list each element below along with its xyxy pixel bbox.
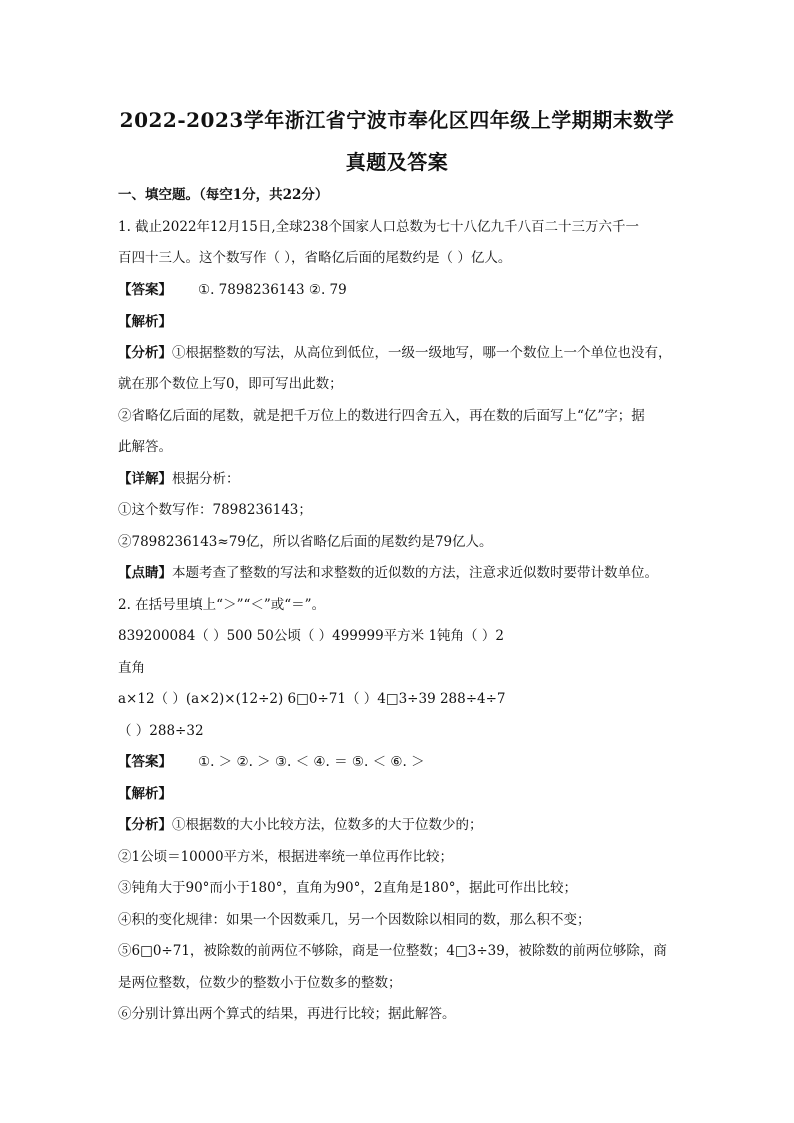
fenxi-text: ①根据数的大小比较方法，位数多的大于位数少的； <box>172 817 483 833</box>
analysis-line <box>118 816 483 834</box>
answer-tag: 【答案】 <box>118 754 172 770</box>
analysis-line <box>118 344 672 362</box>
analysis-line: ②省略亿后面的尾数，就是把千万位上的数进行四舍五入，再在数的后面写上“亿”字；据 <box>118 408 645 424</box>
fenxi-text: ①根据整数的写法，从高位到低位，一级一级地写，哪一个数位上一个单位也没有， <box>172 345 672 361</box>
comment-text: 本题考查了整数的写法和求整数的近似数的方法，注意求近似数时要带计数单位。 <box>172 565 658 581</box>
analysis-tag: 【解析】 <box>118 314 172 330</box>
detail-tag: 【详解】 <box>118 471 172 487</box>
question-2-line: （ ）288÷32 <box>118 723 204 739</box>
section-heading: 一、填空题。（每空1分，共22分） <box>118 187 329 203</box>
detail-line: ①这个数写作：7898236143； <box>118 502 312 518</box>
question-2-line: 直角 <box>118 660 145 676</box>
fenxi-tag: 【分析】 <box>118 345 172 361</box>
question-1-line: 1. 截止2022年12月15日,全球238个国家人口总数为七十八亿九千八百二十三万六千一 <box>118 219 639 235</box>
question-2-line: 839200084（ ）500 50公顷（ ）499999平方米 1钝角（ ）2 <box>118 628 504 644</box>
answer-text: ①. 7898236143 ②. 79 <box>198 282 347 298</box>
analysis-tag: 【解析】 <box>118 786 172 802</box>
analysis-line: ④积的变化规律：如果一个因数乘几，另一个因数除以相同的数，那么积不变； <box>118 912 591 928</box>
analysis-line: ⑤6□0÷71，被除数的前两位不够除，商是一位整数；4□3÷39，被除数的前两位够除，商 <box>118 943 667 959</box>
answer-text: ①. ＞ ②. ＞ ③. ＜ ④. ＝ ⑤. ＜ ⑥. ＞ <box>198 754 425 770</box>
answer-tag: 【答案】 <box>118 282 172 298</box>
question-1-line: 百四十三人。这个数写作（ ），省略亿后面的尾数约是（ ）亿人。 <box>118 250 512 266</box>
question-2-line: a×12（ ）(a×2)×(12÷2) 6□0÷71（ ）4□3÷39 288÷4÷7 <box>118 691 506 707</box>
answer-row <box>118 281 347 299</box>
analysis-line: 此解答。 <box>118 439 172 455</box>
fenxi-tag: 【分析】 <box>118 817 172 833</box>
detail-text: 根据分析： <box>172 471 240 487</box>
analysis-line: 就在那个数位上写0，即可写出此数； <box>118 376 343 392</box>
question-2-line: 2. 在括号里填上“＞”“＜”或“＝”。 <box>118 597 326 613</box>
page-title-line2: 真题及答案 <box>345 150 449 174</box>
detail-line <box>118 470 240 488</box>
detail-line: ②7898236143≈79亿，所以省略亿后面的尾数约是79亿人。 <box>118 534 493 550</box>
page-title: 2022-2023学年浙江省宁波市奉化区四年级上学期期末数学 <box>119 108 675 132</box>
analysis-line: ③钝角大于90°而小于180°，直角为90°，2直角是180°，据此可作出比较； <box>118 880 577 896</box>
analysis-line: ②1公顷＝10000平方米，根据进率统一单位再作比较； <box>118 849 454 865</box>
comment-tag: 【点睛】 <box>118 565 172 581</box>
answer-row <box>118 753 425 771</box>
analysis-line: ⑥分别计算出两个算式的结果，再进行比较；据此解答。 <box>118 1006 456 1022</box>
comment-line <box>118 564 658 582</box>
analysis-line: 是两位整数，位数少的整数小于位数多的整数； <box>118 975 402 991</box>
